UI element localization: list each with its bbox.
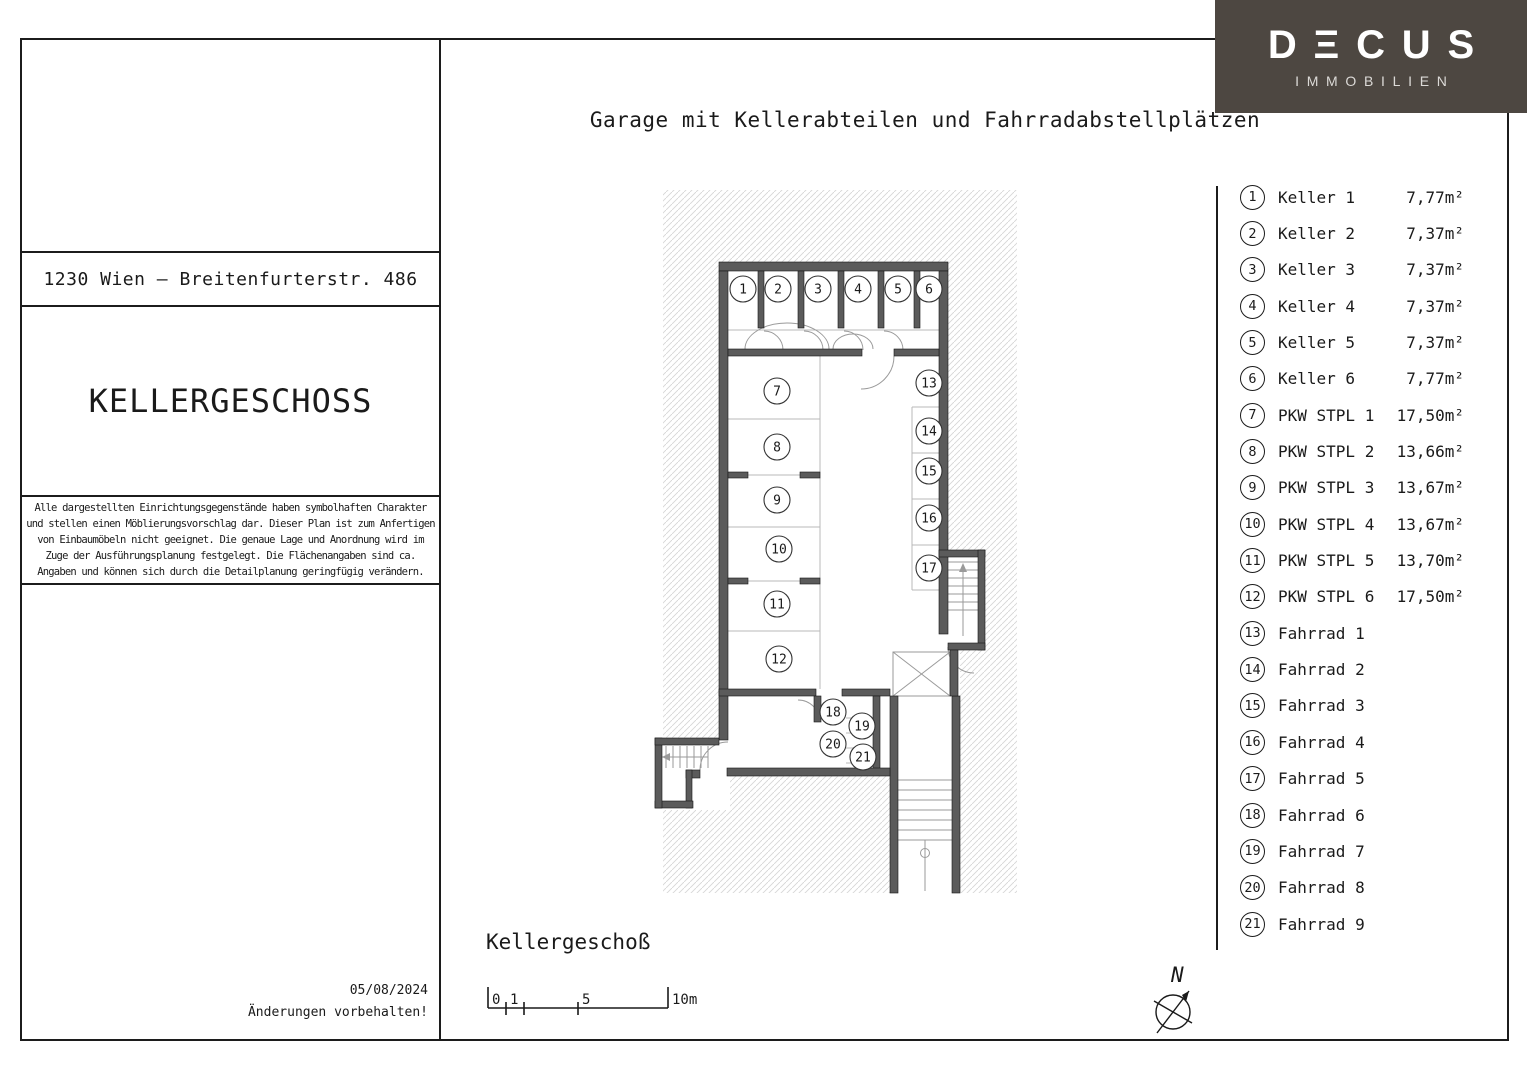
- legend-marker: 9: [1240, 475, 1265, 500]
- legend-label: Fahrrad 7: [1278, 841, 1365, 861]
- scale-bar: [478, 975, 708, 1025]
- legend-label: Fahrrad 6: [1278, 805, 1365, 825]
- legend-area: 13,67m²: [1396, 514, 1464, 534]
- svg-text:12: 12: [771, 652, 787, 668]
- legend-marker: 5: [1240, 330, 1265, 355]
- legend-row: [1240, 252, 1464, 288]
- svg-text:3: 3: [814, 282, 822, 298]
- legend-marker: 1: [1240, 185, 1265, 210]
- plan-marker-8: [764, 434, 790, 460]
- legend-label: Fahrrad 4: [1278, 732, 1365, 752]
- plan-marker-10: [766, 536, 792, 562]
- plan-marker-12: [766, 646, 792, 672]
- decus-logo: [1215, 0, 1527, 113]
- legend-label: Fahrrad 3: [1278, 696, 1365, 716]
- plan-marker-11: [764, 591, 790, 617]
- legend-area: 7,77m²: [1406, 369, 1464, 389]
- legend-label: PKW STPL 4: [1278, 514, 1375, 534]
- legend-label: Keller 1: [1278, 187, 1356, 207]
- svg-text:10: 10: [771, 542, 787, 558]
- svg-text:17: 17: [921, 561, 937, 577]
- svg-text:21: 21: [855, 750, 871, 766]
- legend-label: Keller 4: [1278, 296, 1356, 316]
- legend-marker: 21: [1240, 912, 1265, 937]
- svg-text:6: 6: [925, 282, 933, 298]
- legend-row: [1240, 433, 1464, 469]
- disclaimer-line: und stellen einen Möblierungsvorschlag dar. Dieser Plan ist zum Anfertigen: [26, 518, 435, 530]
- page-title: Garage mit Kellerabteilen und Fahrradabstellplätzen: [589, 108, 1261, 132]
- plan-marker-3: [805, 276, 831, 302]
- legend-row: [1240, 470, 1464, 506]
- legend-label: Keller 3: [1278, 260, 1356, 280]
- address: 1230 Wien – Breitenfurterstr. 486: [43, 268, 418, 290]
- legend-label: Keller 5: [1278, 333, 1356, 353]
- date-block: [180, 980, 428, 1024]
- legend-label: Fahrrad 5: [1278, 769, 1365, 789]
- legend-marker: 8: [1240, 439, 1265, 464]
- legend-label: Keller 2: [1278, 224, 1356, 244]
- svg-text:18: 18: [825, 705, 841, 721]
- legend-label: PKW STPL 2: [1278, 442, 1375, 462]
- legend-label: Fahrrad 8: [1278, 878, 1365, 898]
- legend-label: Keller 6: [1278, 369, 1356, 389]
- plan-marker-13: [916, 370, 942, 396]
- svg-text:15: 15: [921, 464, 937, 480]
- legend-label: PKW STPL 5: [1278, 551, 1375, 571]
- legend-row: [1240, 215, 1464, 251]
- scale-label-10m: 10m: [672, 992, 698, 1008]
- svg-text:7: 7: [773, 384, 781, 400]
- legend-label: Fahrrad 9: [1278, 914, 1365, 934]
- legend-marker: 11: [1240, 548, 1265, 573]
- legend-area: 17,50m²: [1396, 405, 1464, 425]
- scale-label-1: 1: [510, 992, 519, 1008]
- plan-marker-9: [764, 487, 790, 513]
- plan-marker-17: [916, 555, 942, 581]
- legend-row: [1240, 724, 1464, 760]
- plan-marker-5: [885, 276, 911, 302]
- floor-plan-svg: [640, 180, 1040, 920]
- plan-marker-15: [916, 458, 942, 484]
- plan-marker-7: [764, 378, 790, 404]
- legend-marker: 7: [1240, 403, 1265, 428]
- svg-text:9: 9: [773, 493, 781, 509]
- plan-date: 05/08/2024: [349, 983, 428, 998]
- plan-marker-1: [730, 276, 756, 302]
- plan-label: Kellergeschoß: [486, 930, 651, 954]
- plan-marker-4: [845, 276, 871, 302]
- plan-marker-14: [916, 418, 942, 444]
- elevator-shaft-icon: [893, 652, 950, 696]
- legend-row: [1240, 179, 1464, 215]
- svg-text:14: 14: [921, 424, 937, 440]
- plan-marker-19: [849, 713, 875, 739]
- page-border-top: [20, 38, 1216, 40]
- legend-area: 17,50m²: [1396, 587, 1464, 607]
- legend-row: [1240, 288, 1464, 324]
- legend-area: 7,37m²: [1406, 296, 1464, 316]
- legend-label: Fahrrad 2: [1278, 660, 1365, 680]
- legend-area: 7,37m²: [1406, 333, 1464, 353]
- svg-text:11: 11: [769, 597, 785, 613]
- plan-marker-21: [850, 744, 876, 770]
- legend-area: 13,67m²: [1396, 478, 1464, 498]
- svg-text:2: 2: [774, 282, 782, 298]
- legend-row: [1240, 361, 1464, 397]
- disclaimer-line: Angaben und können sich durch die Detailplanung geringfügig verändern.: [37, 566, 424, 578]
- legend-row: [1240, 615, 1464, 651]
- plan-marker-2: [765, 276, 791, 302]
- legend-marker: 10: [1240, 512, 1265, 537]
- svg-text:4: 4: [854, 282, 862, 298]
- svg-text:1: 1: [739, 282, 747, 298]
- legend-marker: 13: [1240, 621, 1265, 646]
- legend-area: 7,37m²: [1406, 224, 1464, 244]
- legend-row: [1240, 761, 1464, 797]
- legend-row: [1240, 506, 1464, 542]
- page-border-right: [1507, 113, 1509, 1041]
- legend-row: [1240, 397, 1464, 433]
- legend-label: PKW STPL 1: [1278, 405, 1375, 425]
- legend-row: [1240, 651, 1464, 687]
- legend-marker: 2: [1240, 221, 1265, 246]
- legend-marker: 4: [1240, 294, 1265, 319]
- legend-row: [1240, 579, 1464, 615]
- disclaimer-line: Zuge der Ausführungsplanung festgelegt. Die Flächenangaben sind ca.: [45, 550, 416, 562]
- svg-text:16: 16: [921, 511, 937, 527]
- page-border-bottom: [20, 1039, 1509, 1041]
- floor-title: KELLERGESCHOSS: [88, 382, 373, 420]
- legend-marker: 19: [1240, 839, 1265, 864]
- revision-note: Änderungen vorbehalten!: [247, 1005, 428, 1020]
- legend-row: [1240, 688, 1464, 724]
- legend-label: PKW STPL 6: [1278, 587, 1375, 607]
- plan-marker-20: [820, 731, 846, 757]
- svg-text:19: 19: [854, 719, 870, 735]
- legend-marker: 14: [1240, 657, 1265, 682]
- legend-marker: 17: [1240, 766, 1265, 791]
- legend-marker: 6: [1240, 366, 1265, 391]
- compass-north-label: N: [1171, 963, 1184, 987]
- logo-tagline: IMMOBILIEN: [1295, 72, 1455, 89]
- scale-label-0: 0: [492, 992, 501, 1008]
- disclaimer-line: Alle dargestellten Einrichtungsgegenstände haben symbolhaften Charakter: [34, 502, 427, 514]
- svg-text:13: 13: [921, 376, 937, 392]
- legend-area: 13,66m²: [1396, 442, 1464, 462]
- svg-text:20: 20: [825, 737, 841, 753]
- compass-icon: [1135, 960, 1225, 1050]
- disclaimer: [20, 496, 441, 584]
- legend-rule: [1216, 186, 1218, 950]
- plan-marker-18: [820, 699, 846, 725]
- legend-label: PKW STPL 3: [1278, 478, 1375, 498]
- svg-text:5: 5: [894, 282, 902, 298]
- svg-text:8: 8: [773, 440, 781, 456]
- plan-marker-16: [916, 505, 942, 531]
- legend-area: 7,77m²: [1406, 187, 1464, 207]
- legend-marker: 15: [1240, 693, 1265, 718]
- legend-marker: 18: [1240, 803, 1265, 828]
- legend-row: [1240, 833, 1464, 869]
- legend-marker: 20: [1240, 875, 1265, 900]
- legend-row: [1240, 542, 1464, 578]
- legend-row: [1240, 906, 1464, 942]
- legend-label: Fahrrad 1: [1278, 623, 1365, 643]
- legend-marker: 12: [1240, 584, 1265, 609]
- legend-row: [1240, 797, 1464, 833]
- legend-area: 13,70m²: [1396, 551, 1464, 571]
- legend-row: [1240, 324, 1464, 360]
- legend-marker: 16: [1240, 730, 1265, 755]
- scale-label-5: 5: [582, 992, 591, 1008]
- logo-wordmark: DΞCUS: [1267, 22, 1491, 67]
- legend-marker: 3: [1240, 257, 1265, 282]
- legend-area: 7,37m²: [1406, 260, 1464, 280]
- legend-list: [1240, 179, 1464, 942]
- legend-row: [1240, 870, 1464, 906]
- plan-marker-6: [916, 276, 942, 302]
- disclaimer-line: von Einbaumöbeln nicht geeignet. Die genaue Lage und Anordnung wird im: [37, 534, 424, 546]
